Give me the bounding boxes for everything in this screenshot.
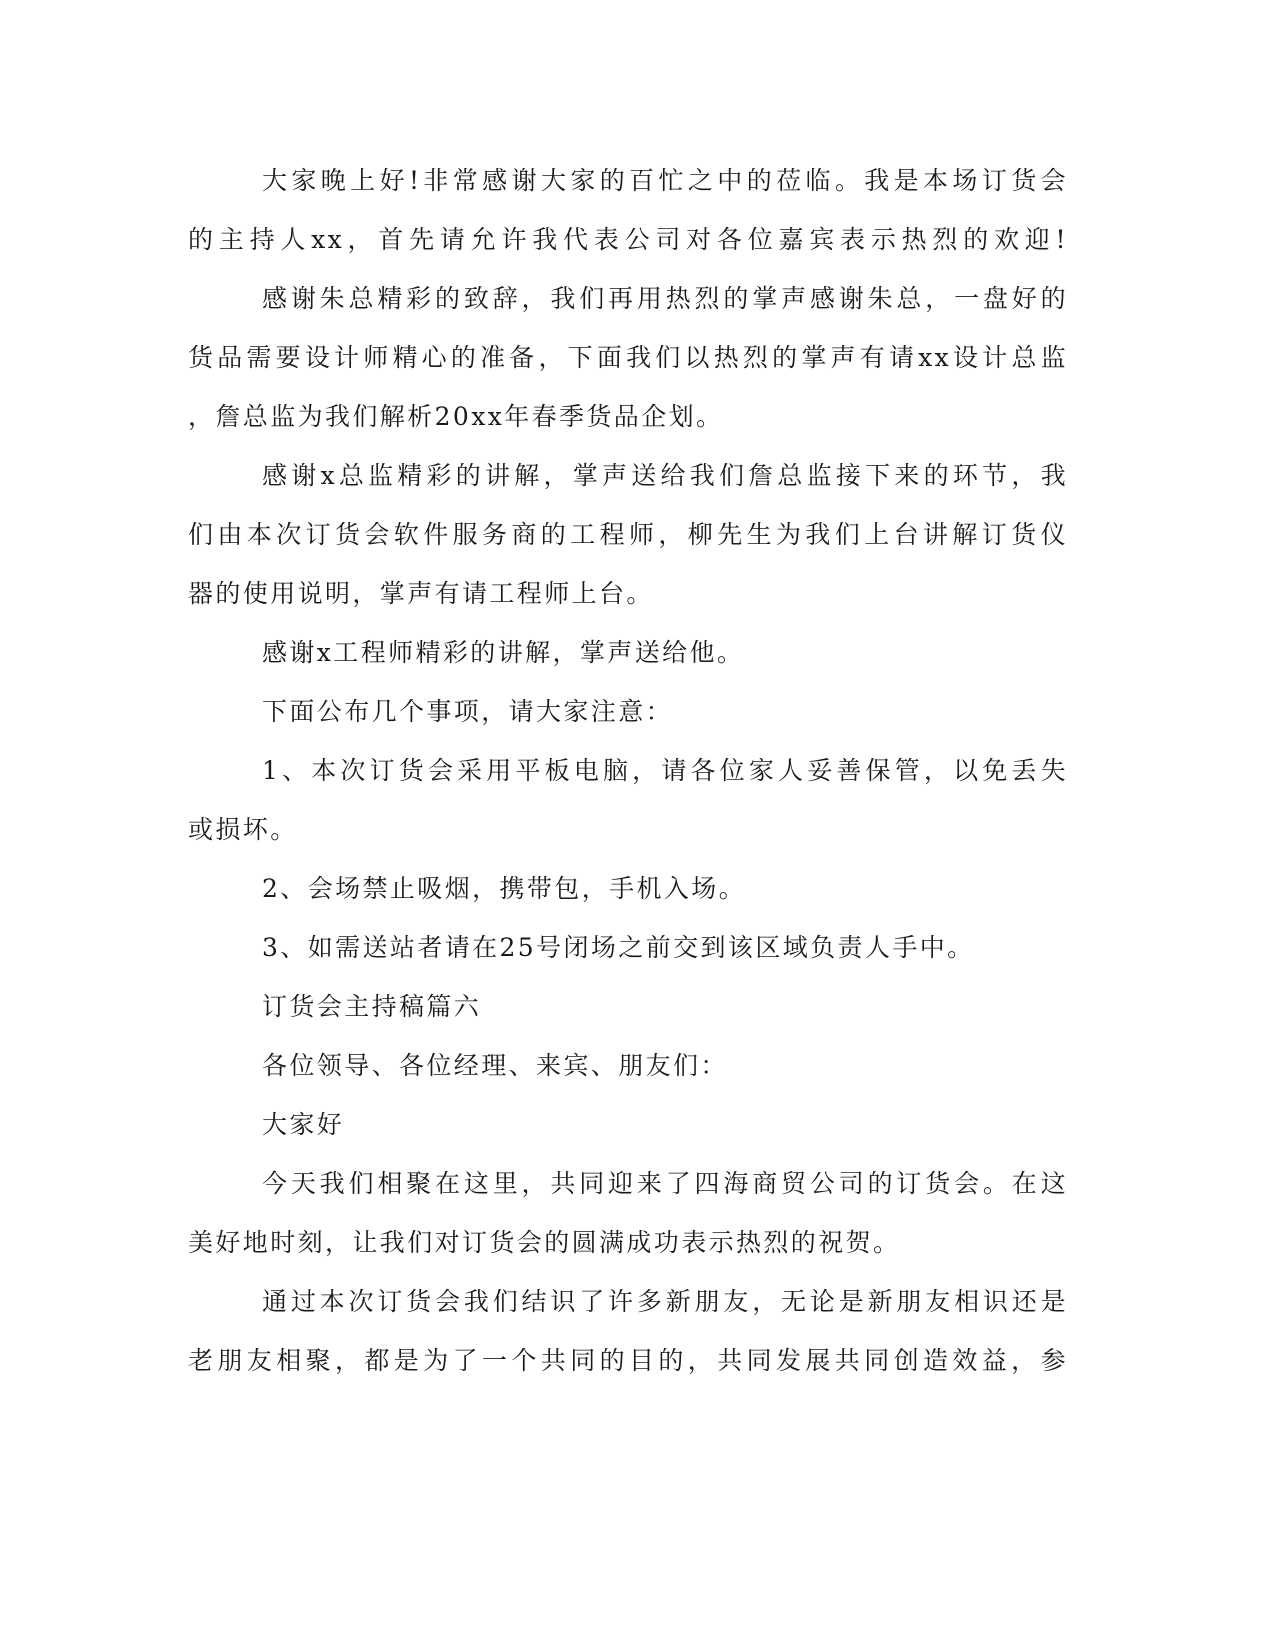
text-line: 通过本次订货会我们结识了许多新朋友，无论是新朋友相识还是: [262, 1287, 1068, 1316]
text-line: 感谢朱总精彩的致辞，我们再用热烈的掌声感谢朱总，一盘好的: [262, 284, 1068, 313]
text-line: 1、本次订货会采用平板电脑，请各位家人妥善保管，以免丢失: [262, 756, 1068, 785]
text-line: 下面公布几个事项，请大家注意：: [262, 697, 674, 726]
text-line: 各位领导、各位经理、来宾、朋友们：: [262, 1051, 728, 1080]
text-line: 感谢x总监精彩的讲解，掌声送给我们詹总监接下来的环节，我: [262, 461, 1068, 490]
text-line: 大家好: [262, 1110, 345, 1139]
text-line: 老朋友相聚，都是为了一个共同的目的，共同发展共同创造效益，参: [188, 1346, 1068, 1375]
section-heading: 订货会主持稿篇六: [262, 992, 482, 1021]
text-line: ，詹总监为我们解析20xx年春季货品企划。: [188, 402, 724, 431]
text-line: 大家晚上好!非常感谢大家的百忙之中的莅临。我是本场订货会: [262, 166, 1068, 195]
text-line: 2、会场禁止吸烟，携带包，手机入场。: [262, 874, 747, 903]
text-line: 或损坏。: [188, 815, 298, 844]
text-line: 器的使用说明，掌声有请工程师上台。: [188, 579, 654, 608]
text-line: 美好地时刻，让我们对订货会的圆满成功表示热烈的祝贺。: [188, 1228, 901, 1257]
text-line: 的主持人xx，首先请允许我代表公司对各位嘉宾表示热烈的欢迎!: [188, 225, 1068, 254]
text-line: 3、如需送站者请在25号闭场之前交到该区域负责人手中。: [262, 933, 975, 962]
text-line: 感谢x工程师精彩的讲解，掌声送给他。: [262, 638, 745, 667]
text-line: 们由本次订货会软件服务商的工程师，柳先生为我们上台讲解订货仪: [188, 520, 1068, 549]
text-line: 今天我们相聚在这里，共同迎来了四海商贸公司的订货会。在这: [262, 1169, 1068, 1198]
text-line: 货品需要设计师精心的准备，下面我们以热烈的掌声有请xx设计总监: [188, 343, 1068, 372]
